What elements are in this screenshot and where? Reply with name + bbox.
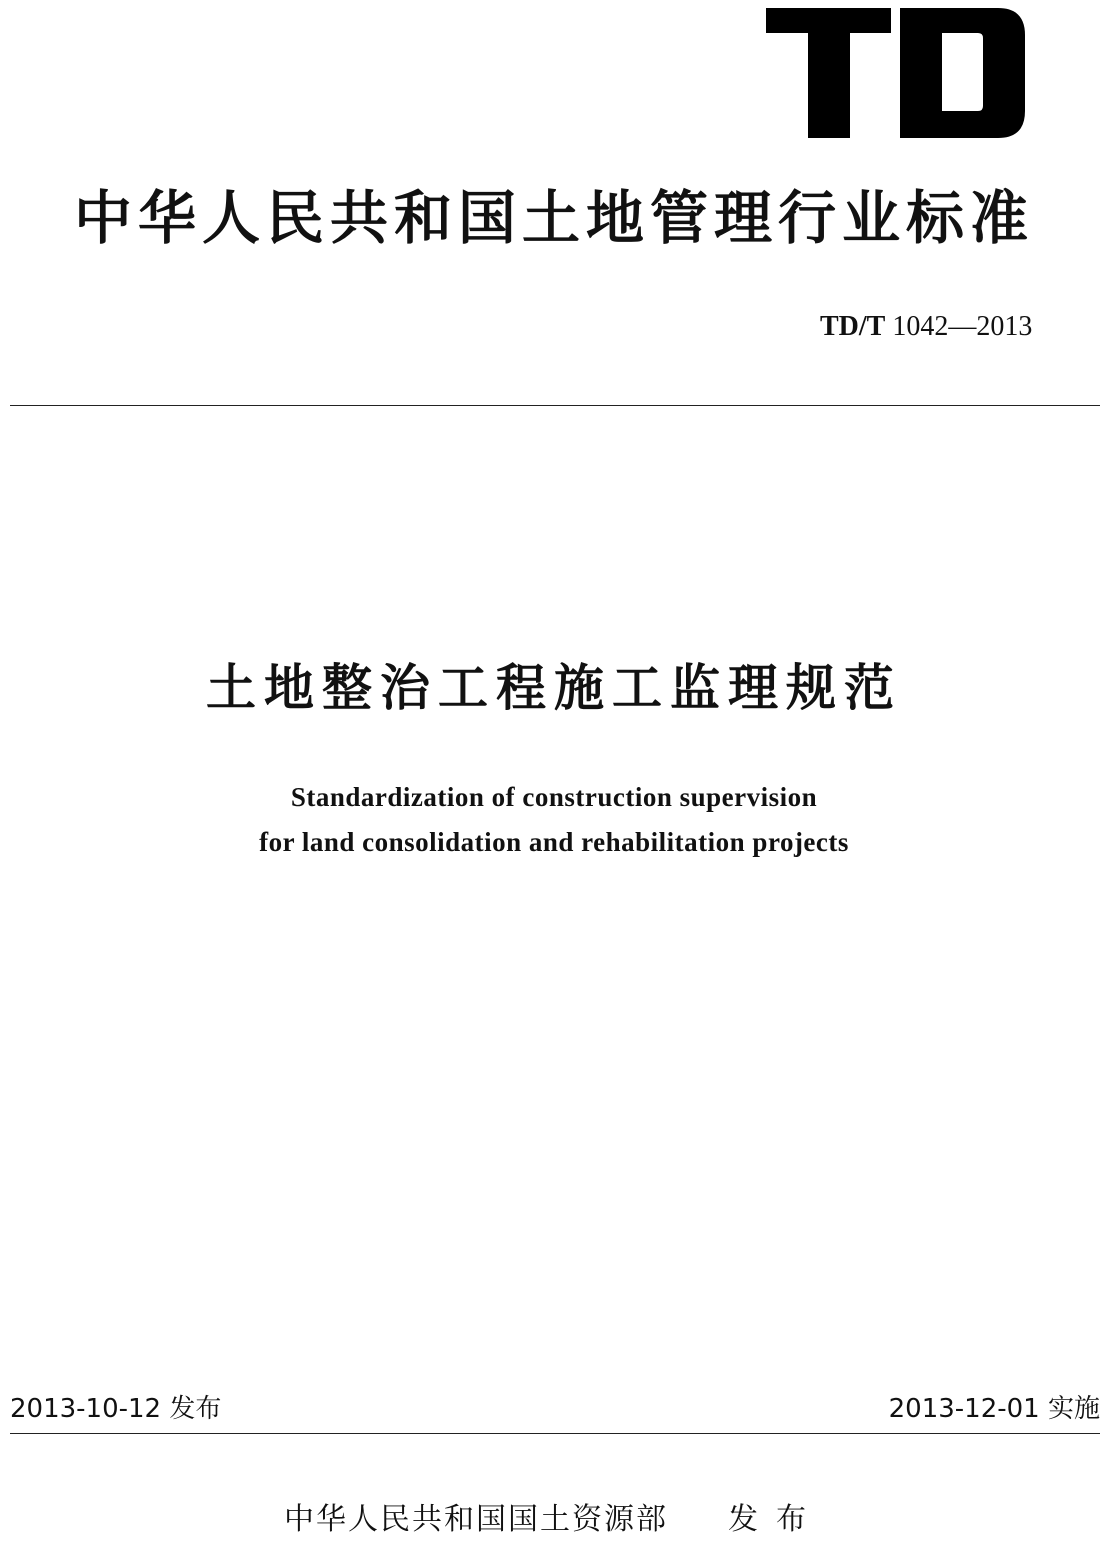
issuer-action: 发布 (728, 1502, 824, 1537)
top-divider (10, 405, 1100, 406)
td-logo-letter-d (900, 8, 1025, 138)
td-logo (766, 8, 1026, 138)
issuer-line (0, 1500, 1108, 1540)
standard-code-prefix: TD/T (820, 311, 886, 342)
standard-code (820, 310, 1080, 344)
standard-type-title: 中华人民共和国土地管理行业标准 (73, 184, 1034, 252)
document-title-en-line1: Standardization of construction supervision (290, 782, 818, 812)
standard-code-number: 1042—2013 (892, 311, 1033, 342)
effective-date: 2013-12-01 实施 (888, 1394, 1100, 1424)
document-title-cn: 土地整治工程施工监理规范 (206, 659, 902, 717)
bottom-divider (10, 1433, 1100, 1434)
document-title-en-line2: for land consolidation and rehabilitation projects (259, 827, 849, 857)
issue-date: 2013-10-12 发布 (10, 1394, 222, 1424)
td-logo-letter-t (766, 8, 891, 138)
issuer-name: 中华人民共和国国土资源部 (284, 1502, 668, 1537)
